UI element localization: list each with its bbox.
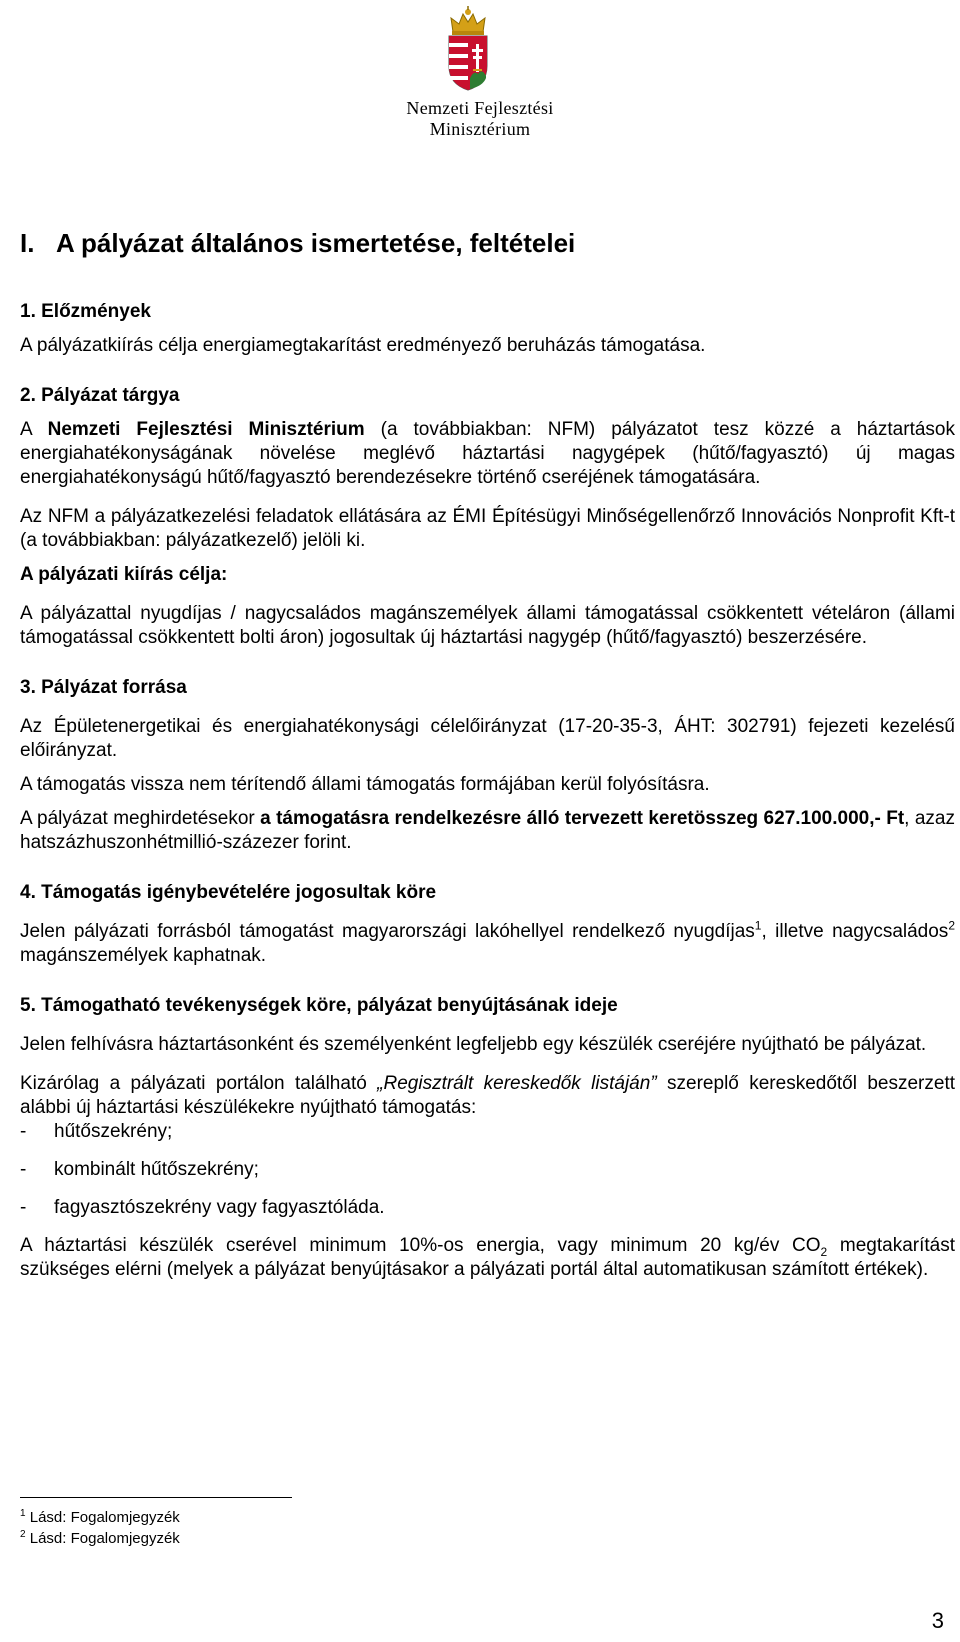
footnote — [20, 1507, 180, 1528]
text-run: szereplő kereskedőtől beszerzett alábbi új háztartási készülékekre nyújtható támogatás: — [20, 1073, 955, 1118]
section-5 — [20, 994, 955, 1282]
section-heading: 2. Pályázat tárgya — [20, 385, 180, 406]
list-item: - kombinált hűtőszekrény; — [20, 1159, 259, 1180]
bold-run: a támogatásra rendelkezésre álló tervezett keretösszeg 627.100.000,- Ft — [260, 808, 905, 829]
paragraph: Jelen felhívásra háztartásonként és személyenként legfeljebb egy készülék cseréjére nyújtható be pályázat. — [20, 1034, 927, 1055]
list-item: - hűtőszekrény; — [20, 1121, 173, 1142]
paragraph: A pályázatkiírás célja energiamegtakarítást eredményező beruházás támogatása. — [20, 335, 706, 356]
chapter-title — [20, 228, 955, 258]
text-run: A — [20, 419, 48, 440]
footnotes — [20, 1507, 180, 1549]
paragraph — [20, 418, 955, 490]
footnote-text: Lásd: Fogalomjegyzék — [25, 1509, 180, 1526]
paragraph: Az Épületenergetikai és energiahatékonysági célelőirányzat (17-20-35-3, ÁHT: 302791) fejezeti kezelésű előirányzat. — [20, 716, 955, 761]
section-heading: 5. Támogatható tevékenységek köre, pályázat benyújtásának ideje — [20, 995, 618, 1016]
text-run: A pályázat meghirdetésekor — [20, 808, 261, 829]
document-body — [20, 228, 955, 1294]
section-heading: 3. Pályázat forrása — [20, 677, 187, 698]
paragraph — [20, 1234, 955, 1282]
footnote-number: 1 — [20, 1508, 26, 1519]
ministry-name-line2: Minisztérium — [429, 119, 531, 139]
text-run: A háztartási készülék cserével minimum 10%-os energia, vagy minimum 20 kg/év CO — [20, 1235, 821, 1256]
text-run: Jelen pályázati forrásból támogatást magyarországi lakóhellyel rendelkező nyugdíjas — [20, 921, 755, 942]
text-run: (a továbbiakban: NFM) pályázatot tesz közzé a háztartások energiahatékonyságának növelése meglévő háztartási nagygépek (hűtő/fagyasztó) új magas energiahatékonyságú hűtő/fagyasztó berendezésekre történő cseréjének támogatására. — [20, 419, 955, 488]
paragraph: A pályázattal nyugdíjas / nagycsaládos magánszemélyek állami támogatással csökkentett vételáron (állami támogatással csökkentett bolti áron) jogosultak új háztartási nagygép (hűtő/fagyasztó) beszerzésére. — [20, 603, 955, 648]
footnote-ref: 2 — [948, 918, 955, 933]
bold-run: Nemzeti Fejlesztési Minisztérium — [47, 419, 365, 440]
goal-label: A pályázati kiírás célja: — [20, 564, 228, 585]
footnote-text: Lásd: Fogalomjegyzék — [25, 1530, 180, 1547]
footnote-separator — [20, 1497, 292, 1498]
hungarian-coat-of-arms-icon — [443, 6, 493, 92]
ministry-name — [0, 98, 960, 140]
chapter-number: I. — [20, 228, 35, 258]
list-item-text: hűtőszekrény; — [54, 1121, 173, 1142]
italic-run: „Regisztrált kereskedők listáján” — [377, 1073, 657, 1094]
paragraph: Az NFM a pályázatkezelési feladatok ellátására az ÉMI Építésügyi Minőségellenőrző Innovációs Nonprofit Kft-t (a továbbiakban: pályázatkezelő) jelöli ki. — [20, 506, 955, 551]
section-heading: 4. Támogatás igénybevételére jogosultak köre — [20, 882, 437, 903]
list-item-text: kombinált hűtőszekrény; — [54, 1159, 259, 1180]
text-run: , illetve nagycsaládos — [761, 921, 949, 942]
chapter-title-text: A pályázat általános ismertetése, feltételei — [56, 228, 576, 258]
list-item: - fagyasztószekrény vagy fagyasztóláda. — [20, 1197, 385, 1218]
ministry-logo — [0, 0, 960, 150]
text-run: , azaz hatszázhuszonhétmillió-százezer forint. — [20, 808, 955, 853]
section-1 — [20, 300, 955, 358]
list-item-text: fagyasztószekrény vagy fagyasztóláda. — [54, 1197, 385, 1218]
paragraph — [20, 920, 955, 968]
page-number: 3 — [931, 1608, 944, 1633]
text-run: megtakarítást szükséges elérni (melyek a pályázat benyújtásakor a pályázati portál által automatikusan számított értékek). — [20, 1235, 955, 1280]
ministry-name-line1: Nemzeti Fejlesztési — [406, 98, 554, 118]
text-run: magánszemélyek kaphatnak. — [20, 945, 267, 966]
section-heading: 1. Előzmények — [20, 301, 151, 322]
appliance-list — [20, 1120, 955, 1220]
paragraph: A támogatás vissza nem térítendő állami támogatás formájában kerül folyósításra. — [20, 774, 710, 795]
text-run: Kizárólag a pályázati portálon található — [20, 1073, 378, 1094]
section-2 — [20, 384, 955, 650]
footnote-ref: 1 — [754, 918, 762, 933]
section-3 — [20, 676, 955, 855]
section-4 — [20, 881, 955, 968]
paragraph — [20, 807, 955, 855]
footnote — [20, 1528, 180, 1549]
subscript: 2 — [820, 1244, 828, 1259]
footnote-number: 2 — [20, 1529, 26, 1540]
paragraph — [20, 1072, 955, 1120]
